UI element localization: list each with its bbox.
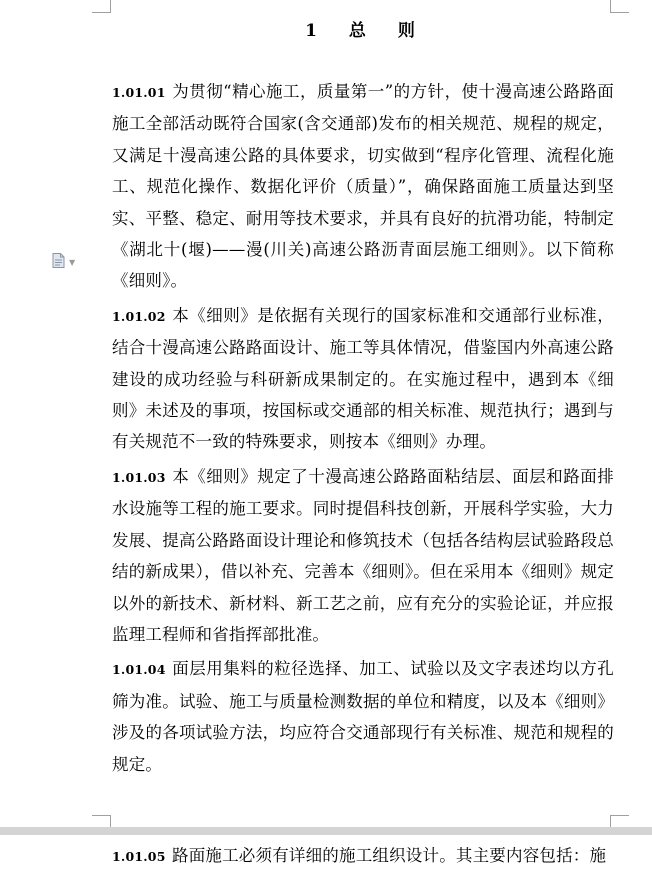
clause-number: 1.01.04 [112, 662, 166, 678]
clause-text: 路面施工必须有详细的施工组织设计。其主要内容包括：施 [172, 846, 607, 865]
chapter-title [0, 16, 652, 41]
clause-text: 面层用集料的粒径选择、加工、试验以及文字表述均以方孔筛为准。试验、施工与质量检测数据的单位和精度，以及本《细则》涉及的各项试验方法，均应符合交通部现行有关标准、规范和规程的规定。 [112, 659, 614, 774]
paragraph-1-01-01 [112, 76, 614, 297]
dropdown-caret-icon[interactable]: ▼ [69, 258, 76, 267]
paragraph-1-01-04 [112, 653, 614, 780]
clause-number: 1.01.02 [112, 308, 166, 324]
crop-mark-top-left [92, 0, 111, 13]
clause-text: 为贯彻“精心施工，质量第一”的方针，使十漫高速公路路面施工全部活动既符合国家(含交通部)发布的相关规范、规程的规定，又满足十漫高速公路的具体要求，切实做到“程序化管理、流程化施工、规范化操作、数据化评价（质量）”，确保路面施工质量达到坚实、平整、稳定、耐用等技术要求，并具有良好的抗滑功能，特制定《湖北十(堰)——漫(川关)高速公路沥青面层施工细则》。以下简称《细则》。 [112, 82, 614, 291]
chapter-number: 1 [305, 21, 317, 41]
crop-mark-top-right [610, 0, 629, 13]
clause-number: 1.01.03 [112, 469, 166, 485]
chapter-title-char-2: 则 [397, 21, 415, 41]
document-body [112, 76, 614, 783]
page-break-gap [0, 827, 652, 835]
paragraph-1-01-02 [112, 300, 614, 458]
clause-text: 本《细则》规定了十漫高速公路路面粘结层、面层和路面排水设施等工程的施工要求。同时提倡科技创新，开展科学实验，大力发展、提高公路路面设计理论和修筑技术（包括各结构层试验路段总结的新成果），借以补充、完善本《细则》。但在采用本《细则》规定以外的新技术、新材料、新工艺之前，应有充分的实验论证，并应报监理工程师和省指挥部批准。 [112, 466, 614, 644]
clause-number: 1.01.05 [112, 849, 166, 864]
paragraph-1-01-03 [112, 461, 614, 650]
paragraph-1-01-05 [112, 840, 614, 872]
clause-number: 1.01.01 [112, 85, 166, 100]
chapter-title-char-1: 总 [348, 21, 366, 41]
clause-text: 本《细则》是依据有关现行的国家标准和交通部行业标准，结合十漫高速公路路面设计、施工等具体情况，借鉴国内外高速公路建设的成功经验与科研新成果制定的。在实施过程中，遇到本《细则》未述及的事项，按国标或交通部的相关标准、规范执行；遇到与有关规范不一致的特殊要求，则按本《细则》办理。 [112, 305, 614, 452]
document-icon[interactable] [52, 253, 65, 268]
